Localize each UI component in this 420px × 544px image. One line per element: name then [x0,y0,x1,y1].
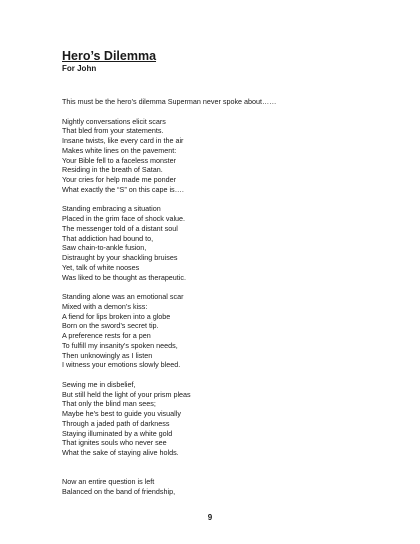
poem-line: Your cries for help made me ponder [62,175,176,184]
poem-line: To fulfill my insanity’s spoken needs, [62,340,178,350]
stanza [62,292,362,370]
stanza [62,97,362,107]
poem-line: Yet, talk of white nooses [62,262,140,272]
stanza [62,380,362,458]
poem-line: Maybe he’s best to guide you visually [62,409,181,418]
stanza [62,117,362,195]
poem-line: That bled from your statements. [62,126,164,136]
poem-line: I witness your emotions slowly bleed. [62,360,181,370]
poem-line: Now an entire question is left [62,477,155,487]
poem-line: Staying illuminated by a white gold [62,428,173,438]
poem-line: Sewing me in disbelief, [62,379,136,389]
poem-line: Distraught by your shackling bruises [62,253,178,262]
poem-line: That addiction had bound to, [62,233,154,243]
poem-title: Hero’s Dilemma [62,49,157,63]
poem-line: Balanced on the band of friendship, [62,487,176,496]
poem-line: Residing in the breath of Satan. [62,165,163,175]
page-number: 9 [207,513,213,522]
poem-line: Placed in the grim face of shock value. [62,214,186,223]
poem-line: That only the blind man sees; [62,399,156,409]
poem-line: Nightly conversations elicit scars [62,116,166,126]
poem-line: Was liked to be thought as therapeutic. [62,272,186,282]
poem-line: A preference rests for a pen [62,331,151,340]
stanza [62,477,362,497]
poem-line: Mixed with a demon’s kiss: [62,301,148,311]
poem-line: Makes white lines on the pavement: [62,145,177,155]
poem-line: Saw chain-to-ankle fusion, [62,243,147,253]
poem-line: What the sake of staying alive holds. [62,448,179,457]
poem-dedication: For John [62,64,97,73]
poem-line: A fiend for lips broken into a globe [62,311,171,321]
poem-line: Standing alone was an emotional scar [62,292,184,301]
poem-line: Then unknowingly as I listen [62,350,153,360]
poem-line: Standing embracing a situation [62,204,161,214]
poem-line: Insane twists, like every card in the air [62,136,184,145]
poem-line: Through a jaded path of darkness [62,418,170,428]
stanza [62,204,362,282]
poem-body [62,97,362,507]
poem-line: Your Bible fell to a faceless monster [62,155,176,165]
poem-line: The messenger told of a distant soul [62,223,178,233]
poem-line: This must be the hero’s dilemma Superman never spoke about…… [62,97,277,106]
poem-line: Born on the sword’s secret tip. [62,321,159,331]
poem-line: But still held the light of your prism pleas [62,389,191,399]
poem-line: That ignites souls who never see [62,438,167,448]
poem-line: What exactly the “S” on this cape is…. [62,184,184,194]
